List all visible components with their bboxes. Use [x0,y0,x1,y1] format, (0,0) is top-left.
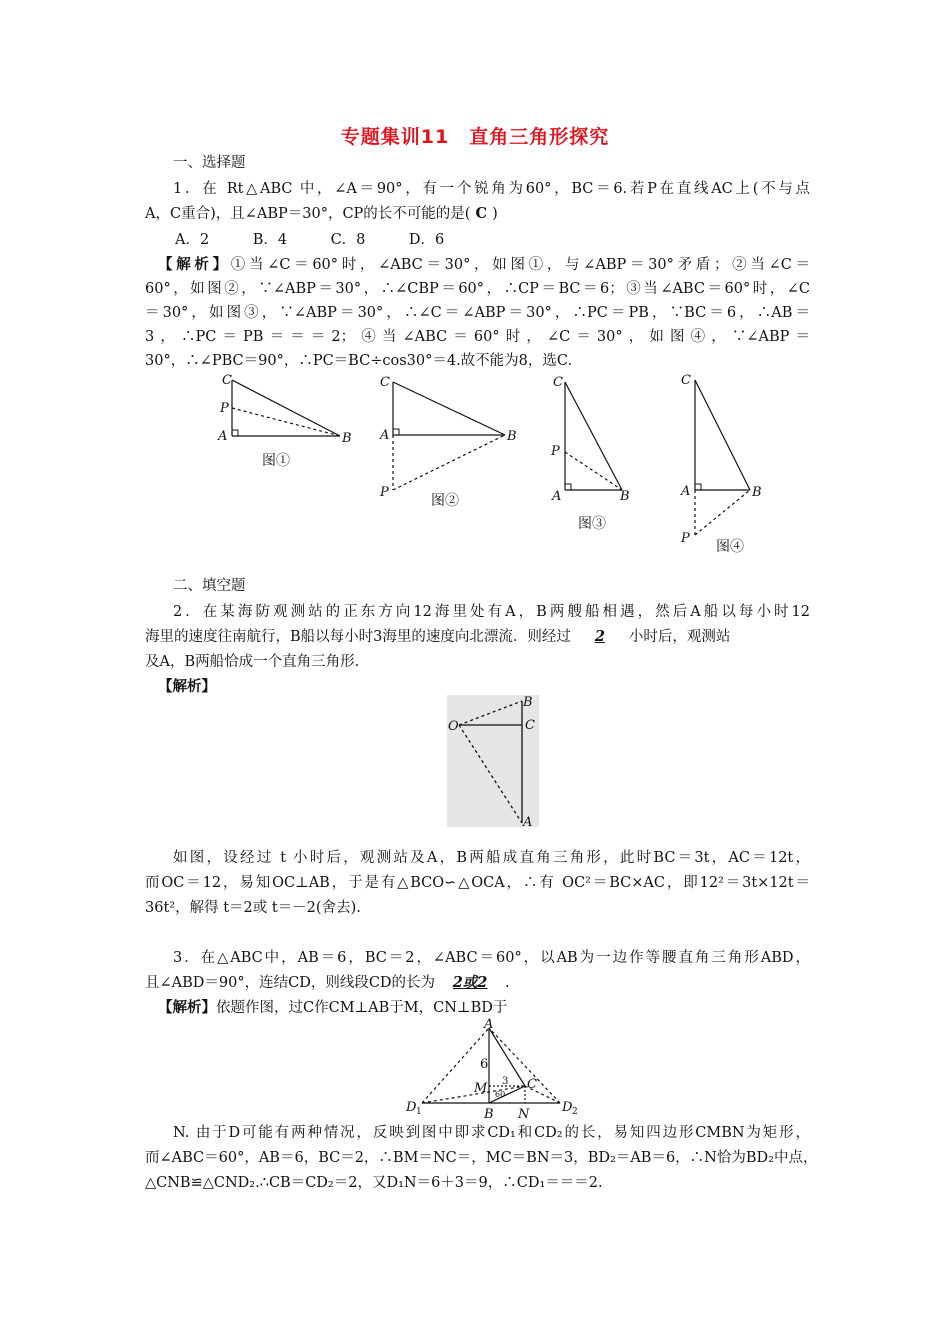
q3-line2: 且∠ABD＝90°，连结CD，则线段CD的长为 2或2 . [145,974,510,991]
q3-solution-0: 【解析】依题作图，过C作CM⊥AB于M，CN⊥BD于 [158,999,508,1016]
q2-answer: 2 [594,628,605,645]
svg-text:A: A [552,489,562,504]
q2-line1: 2．在某海防观测站的正东方向12海里处有A，B两艘船相遇，然后A船以每小时12 [173,604,810,620]
q1-solution-5: 30°，∴∠PBC＝90°，∴PC＝BC÷cos30°＝4.故不能为8，选C. [145,353,573,369]
q3-figure [400,1018,590,1123]
figure-1-caption: 图① [262,453,290,469]
svg-text:P: P [380,485,389,500]
q3-solution-2: 而∠ABC＝60°，AB＝6，BC＝2，∴BM＝NC＝，MC＝BN＝3，BD₂＝AB＝6，∴N恰为BD₂中点， [145,1150,818,1166]
svg-text:B: B [620,489,630,504]
svg-text:1: 1 [416,1107,422,1117]
svg-text:B: B [523,695,533,710]
svg-text:A: A [218,429,228,444]
figure-4-caption: 图④ [716,539,744,555]
figure-2 [393,382,505,490]
svg-text:D: D [406,1100,417,1115]
svg-text:C: C [380,375,390,390]
svg-text:A: A [484,1018,494,1032]
figure-1 [232,380,340,436]
svg-text:6: 6 [480,1057,489,1072]
q2-solution-label: 【解析】 [158,678,216,695]
q1-figures [210,370,770,560]
svg-text:A: A [681,484,691,499]
q2-figure [447,695,539,830]
q1-solution-2: 60°，如图②，∵∠ABP＝30°，∴∠CBP＝60°，∴CP＝BC＝6；③当∠ABC＝60°时，∠C [145,281,810,297]
q3-answer: 2或2 [452,974,488,991]
svg-text:A: A [380,428,390,443]
section-choice: 一、选择题 [173,155,246,171]
q2-solution-2: 而OC＝12，易知OC⊥AB，于是有△BCO∽△OCA，∴有 OC²＝BC×AC，即12²＝3t×12t＝ [145,875,810,891]
svg-text:2: 2 [572,1107,578,1117]
q1-line1: 1．在 Rt△ABC 中，∠A＝90°，有一个锐角为60°，BC＝6.若P在直线AC上(不与点 [173,181,810,197]
q2-solution-1: 如图，设经过 t 小时后，观测站及A，B两船成直角三角形，此时BC＝3t，AC＝12t， [173,850,810,866]
svg-text:B: B [752,485,762,500]
q2-line3: 及A，B两船恰成一个直角三角形. [145,654,360,670]
svg-text:C: C [681,373,691,388]
svg-text:P: P [551,444,560,459]
svg-text:C: C [222,373,232,388]
svg-text:3: 3 [502,1076,509,1087]
svg-text:C: C [553,375,563,390]
q2-line2: 海里的速度往南航行，B船以每小时3海里的速度向北漂流．则经过 2 小时后，观测站 [145,628,731,645]
svg-text:C: C [525,718,535,733]
svg-text:O: O [448,719,459,734]
figure-4 [695,380,750,535]
svg-text:A: A [523,815,533,830]
q1-solution-4: 3，∴PC＝PB＝＝＝2；④当∠ABC＝60°时，∠C＝30°，如图④，∵∠ABP＝ [145,329,810,345]
svg-text:P: P [220,401,229,416]
svg-text:B: B [484,1107,494,1122]
q1-answer: C [470,205,493,222]
figure-3-caption: 图③ [578,516,606,532]
q3-solution-3: △CNB≌△CND₂.∴CB＝CD₂＝2，又D₁N＝6＋3＝9，∴CD₁＝＝＝2. [145,1175,603,1191]
svg-text:D: D [562,1100,573,1115]
q1-options: A．2 B．4 C．8 D．6 [175,232,445,248]
q3-line1: 3．在△ABC中，AB＝6，BC＝2，∠ABC＝60°，以AB为一边作等腰直角三角形ABD， [173,950,810,966]
q3-solution-1: N. 由于D可能有两种情况，反映到图中即求CD₁和CD₂的长，易知四边形CMBN为矩形， [173,1125,810,1141]
figure-2-caption: 图② [431,493,459,509]
figure-3 [565,382,622,490]
svg-text:C: C [527,1077,537,1092]
svg-text:B: B [342,431,352,446]
svg-text:60: 60 [495,1090,506,1099]
svg-text:M: M [474,1081,488,1096]
q2-solution-3: 36t²，解得 t＝2或 t＝－2(舍去). [145,900,361,916]
section-fill: 二、填空题 [173,578,246,594]
q1-solution-1: 【解析】①当∠C＝60°时，∠ABC＝30°，如图①，与∠ABP＝30°矛盾；②当∠C＝ [158,256,811,273]
q1-line2: A，C重合)，且∠ABP＝30°，CP的长不可能的是( C ) [145,205,498,222]
q1-solution-3: ＝30°，如图③，∵∠ABP＝30°，∴∠C＝∠ABP＝30°，∴PC＝PB，∵BC＝6，∴AB＝ [145,305,810,321]
svg-text:P: P [681,531,690,546]
svg-text:N: N [518,1107,530,1122]
svg-text:B: B [507,429,517,444]
page-title: 专题集训11 直角三角形探究 [340,126,610,148]
